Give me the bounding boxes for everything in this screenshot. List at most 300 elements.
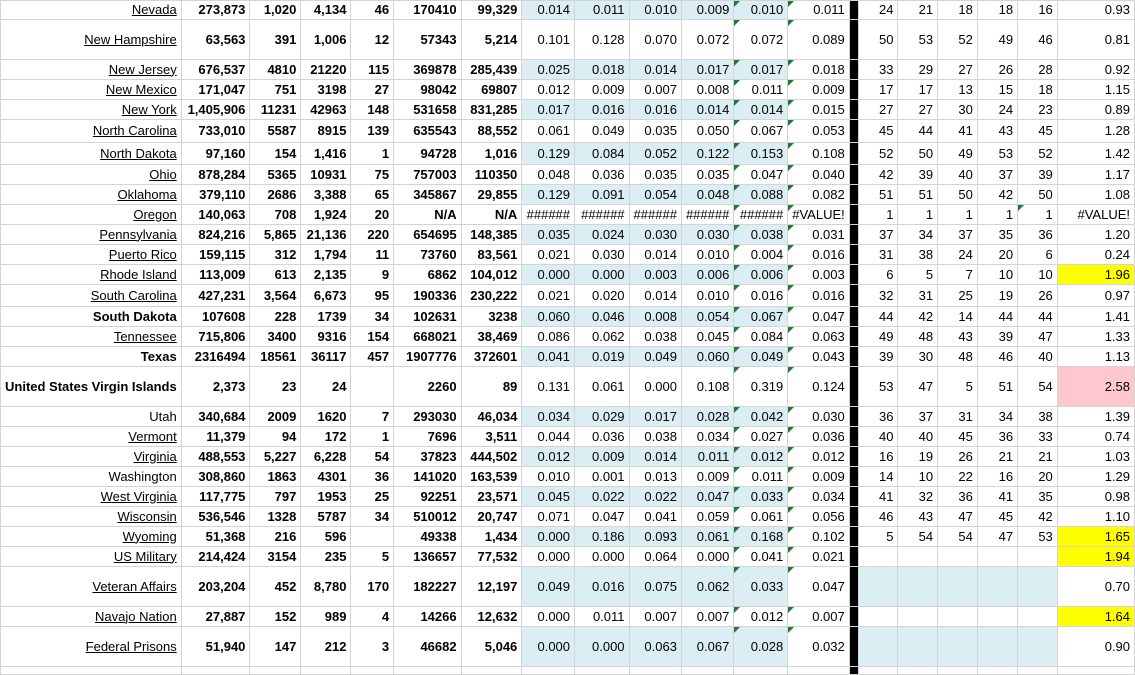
rate-cell[interactable]: 0.019 [575,347,630,367]
state-link[interactable]: Ohio [149,166,177,182]
rate-cell[interactable]: 0.017 [629,407,681,427]
rate-cell[interactable]: 0.064 [629,547,681,567]
value-cell-c[interactable]: 6,673 [301,285,351,307]
value-cell-c[interactable]: 24 [301,367,351,407]
rate-cell[interactable] [734,667,788,675]
value-cell-f[interactable]: 88,552 [461,120,522,143]
value-cell-d[interactable]: 9 [351,265,394,285]
rank-cell[interactable]: 32 [859,285,898,307]
average-rate-cell[interactable]: 0.063 [788,327,850,347]
value-cell-d[interactable]: 7 [351,407,394,427]
value-cell-b[interactable]: 708 [250,205,301,225]
value-cell-d[interactable] [351,667,394,675]
rate-cell[interactable]: 0.007 [681,607,733,627]
rate-cell[interactable]: 0.016 [575,100,630,120]
rank-cell[interactable]: 36 [938,487,978,507]
rank-cell[interactable]: 47 [977,527,1017,547]
rate-cell[interactable]: 0.047 [681,487,733,507]
rank-cell[interactable]: 30 [898,347,938,367]
rank-cell[interactable]: 33 [1018,427,1058,447]
average-rate-cell[interactable]: 0.056 [788,507,850,527]
value-cell-e[interactable]: 654695 [394,225,462,245]
value-cell-a[interactable]: 51,940 [181,627,250,667]
rank-cell[interactable]: 39 [1018,165,1058,185]
value-cell-c[interactable]: 4,134 [301,1,351,20]
state-link[interactable]: Wisconsin [117,508,177,524]
value-cell-c[interactable]: 21220 [301,60,351,80]
state-name-cell[interactable] [1,487,182,507]
ratio-cell[interactable]: 0.93 [1057,1,1134,20]
rank-cell[interactable]: 44 [977,307,1017,327]
rate-cell[interactable]: 0.030 [575,245,630,265]
rank-cell[interactable]: 28 [1018,60,1058,80]
average-rate-cell[interactable]: 0.018 [788,60,850,80]
rank-cell[interactable]: 41 [977,487,1017,507]
value-cell-f[interactable]: 230,222 [461,285,522,307]
value-cell-c[interactable]: 8915 [301,120,351,143]
value-cell-b[interactable]: 216 [250,527,301,547]
value-cell-f[interactable]: 69807 [461,80,522,100]
rank-cell[interactable] [938,627,978,667]
rank-cell[interactable]: 31 [859,245,898,265]
ratio-cell[interactable]: 0.81 [1057,20,1134,60]
average-rate-cell[interactable]: 0.108 [788,143,850,165]
rank-cell[interactable]: 1 [1018,205,1058,225]
rank-cell[interactable]: 27 [938,60,978,80]
rate-cell[interactable]: 0.047 [734,165,788,185]
ratio-cell[interactable]: 1.17 [1057,165,1134,185]
value-cell-f[interactable]: 831,285 [461,100,522,120]
rate-cell[interactable] [522,667,575,675]
rank-cell[interactable] [1018,627,1058,667]
value-cell-d[interactable] [351,527,394,547]
ratio-cell[interactable]: 1.33 [1057,327,1134,347]
rank-cell[interactable]: 10 [1018,265,1058,285]
rank-cell[interactable]: 49 [859,327,898,347]
value-cell-b[interactable]: 2009 [250,407,301,427]
value-cell-e[interactable]: 6862 [394,265,462,285]
value-cell-d[interactable]: 5 [351,547,394,567]
value-cell-d[interactable]: 11 [351,245,394,265]
state-name-cell[interactable] [1,80,182,100]
state-link[interactable]: New Mexico [105,81,177,97]
ratio-cell[interactable]: 1.64 [1057,607,1134,627]
value-cell-d[interactable]: 34 [351,507,394,527]
rate-cell[interactable]: 0.093 [629,527,681,547]
rate-cell[interactable]: 0.086 [522,327,575,347]
rate-cell[interactable]: 0.072 [681,20,733,60]
rate-cell[interactable]: 0.011 [734,467,788,487]
rate-cell[interactable]: 0.027 [734,427,788,447]
state-link[interactable]: Oklahoma [117,186,177,202]
average-rate-cell[interactable]: 0.047 [788,567,850,607]
rank-cell[interactable]: 36 [977,427,1017,447]
rate-cell[interactable]: 0.030 [629,225,681,245]
rate-cell[interactable]: 0.000 [681,547,733,567]
value-cell-d[interactable]: 220 [351,225,394,245]
value-cell-d[interactable]: 95 [351,285,394,307]
rate-cell[interactable]: 0.012 [522,447,575,467]
value-cell-b[interactable]: 5,865 [250,225,301,245]
value-cell-f[interactable]: 20,747 [461,507,522,527]
rate-cell[interactable]: 0.007 [629,607,681,627]
rate-cell[interactable]: 0.021 [522,245,575,265]
value-cell-b[interactable]: 3,564 [250,285,301,307]
rank-cell[interactable]: 21 [898,1,938,20]
rank-cell[interactable]: 54 [1018,367,1058,407]
rank-cell[interactable] [1018,567,1058,607]
rate-cell[interactable]: 0.036 [575,427,630,447]
value-cell-d[interactable]: 154 [351,327,394,347]
rank-cell[interactable]: 34 [977,407,1017,427]
rate-cell[interactable]: 0.047 [575,507,630,527]
value-cell-c[interactable] [301,667,351,675]
value-cell-c[interactable]: 1,794 [301,245,351,265]
rank-cell[interactable]: 39 [977,327,1017,347]
rate-cell[interactable]: 0.042 [734,407,788,427]
rank-cell[interactable] [938,607,978,627]
rate-cell[interactable]: 0.010 [681,245,733,265]
rank-cell[interactable]: 6 [1018,245,1058,265]
rank-cell[interactable]: 54 [898,527,938,547]
rank-cell[interactable]: 42 [1018,507,1058,527]
rate-cell[interactable]: 0.061 [575,367,630,407]
rate-cell[interactable]: 0.036 [575,165,630,185]
rank-cell[interactable]: 50 [938,185,978,205]
state-name-cell[interactable] [1,507,182,527]
value-cell-e[interactable]: 757003 [394,165,462,185]
rank-cell[interactable]: 50 [898,143,938,165]
ratio-cell[interactable]: 1.42 [1057,143,1134,165]
rank-cell[interactable]: 37 [859,225,898,245]
average-rate-cell[interactable]: 0.047 [788,307,850,327]
rate-cell[interactable]: 0.000 [522,627,575,667]
state-name-cell[interactable] [1,627,182,667]
value-cell-f[interactable]: 372601 [461,347,522,367]
value-cell-e[interactable]: 293030 [394,407,462,427]
rank-cell[interactable]: 44 [859,307,898,327]
rate-cell[interactable]: 0.084 [734,327,788,347]
state-name-cell[interactable] [1,60,182,80]
average-rate-cell[interactable]: 0.016 [788,285,850,307]
value-cell-f[interactable]: 163,539 [461,467,522,487]
value-cell-f[interactable]: 148,385 [461,225,522,245]
value-cell-e[interactable]: 98042 [394,80,462,100]
value-cell-d[interactable]: 170 [351,567,394,607]
value-cell-c[interactable]: 989 [301,607,351,627]
ratio-cell[interactable]: 1.13 [1057,347,1134,367]
rate-cell[interactable] [629,667,681,675]
rate-cell[interactable]: 0.062 [681,567,733,607]
rate-cell[interactable]: 0.061 [734,507,788,527]
average-rate-cell[interactable]: 0.021 [788,547,850,567]
value-cell-a[interactable]: 536,546 [181,507,250,527]
value-cell-c[interactable]: 172 [301,427,351,447]
value-cell-d[interactable]: 27 [351,80,394,100]
value-cell-a[interactable]: 2316494 [181,347,250,367]
rate-cell[interactable]: 0.049 [522,567,575,607]
state-name-cell[interactable] [1,367,182,407]
value-cell-a[interactable]: 113,009 [181,265,250,285]
value-cell-c[interactable]: 10931 [301,165,351,185]
rank-cell[interactable]: 26 [1018,285,1058,307]
value-cell-c[interactable]: 36117 [301,347,351,367]
rate-cell[interactable]: ###### [629,205,681,225]
rate-cell[interactable]: 0.131 [522,367,575,407]
rate-cell[interactable]: 0.050 [681,120,733,143]
rate-cell[interactable]: 0.011 [575,1,630,20]
rank-cell[interactable]: 51 [977,367,1017,407]
ratio-cell[interactable]: #VALUE! [1057,205,1134,225]
rate-cell[interactable]: 0.021 [522,285,575,307]
average-rate-cell[interactable]: 0.040 [788,165,850,185]
rate-cell[interactable]: 0.010 [734,1,788,20]
state-name-cell[interactable] [1,427,182,447]
rank-cell[interactable]: 5 [898,265,938,285]
rank-cell[interactable]: 6 [859,265,898,285]
rank-cell[interactable]: 37 [898,407,938,427]
rank-cell[interactable]: 47 [1018,327,1058,347]
rank-cell[interactable]: 18 [977,1,1017,20]
rank-cell[interactable]: 1 [859,205,898,225]
value-cell-a[interactable]: 273,873 [181,1,250,20]
rank-cell[interactable]: 52 [859,143,898,165]
state-link[interactable]: US Military [113,548,177,564]
rank-cell[interactable] [898,547,938,567]
rank-cell[interactable] [859,627,898,667]
value-cell-a[interactable]: 171,047 [181,80,250,100]
value-cell-b[interactable]: 11231 [250,100,301,120]
rate-cell[interactable]: 0.016 [575,567,630,607]
value-cell-e[interactable]: 190336 [394,285,462,307]
value-cell-e[interactable]: 369878 [394,60,462,80]
rank-cell[interactable]: 14 [938,307,978,327]
state-link[interactable]: Federal Prisons [85,638,177,654]
rate-cell[interactable]: 0.009 [681,467,733,487]
value-cell-e[interactable]: 73760 [394,245,462,265]
value-cell-b[interactable]: 1863 [250,467,301,487]
value-cell-b[interactable]: 5,227 [250,447,301,467]
rank-cell[interactable] [977,547,1017,567]
value-cell-d[interactable]: 4 [351,607,394,627]
rank-cell[interactable]: 16 [1018,1,1058,20]
value-cell-c[interactable]: 3198 [301,80,351,100]
rate-cell[interactable] [681,667,733,675]
state-link[interactable]: Rhode Island [100,266,177,282]
rank-cell[interactable]: 51 [898,185,938,205]
value-cell-b[interactable]: 3400 [250,327,301,347]
average-rate-cell[interactable]: 0.034 [788,487,850,507]
state-link[interactable]: West Virginia [100,488,177,504]
state-name-cell[interactable] [1,225,182,245]
value-cell-d[interactable]: 36 [351,467,394,487]
state-name-cell[interactable] [1,205,182,225]
state-link[interactable]: South Carolina [90,287,177,303]
value-cell-c[interactable]: 1,416 [301,143,351,165]
rank-cell[interactable]: 1 [938,205,978,225]
rank-cell[interactable]: 38 [898,245,938,265]
rate-cell[interactable] [575,667,630,675]
rank-cell[interactable]: 45 [859,120,898,143]
rate-cell[interactable]: 0.048 [681,185,733,205]
ratio-cell[interactable]: 1.65 [1057,527,1134,547]
value-cell-f[interactable]: 3,511 [461,427,522,447]
value-cell-c[interactable]: 4301 [301,467,351,487]
rank-cell[interactable]: 38 [1018,407,1058,427]
rate-cell[interactable]: 0.029 [575,407,630,427]
rank-cell[interactable]: 45 [1018,120,1058,143]
state-name-cell[interactable] [1,407,182,427]
state-name-cell[interactable] [1,667,182,675]
rate-cell[interactable]: ###### [575,205,630,225]
ratio-cell[interactable]: 1.29 [1057,467,1134,487]
state-name-cell[interactable] [1,447,182,467]
rate-cell[interactable]: 0.014 [522,1,575,20]
rank-cell[interactable]: 29 [898,60,938,80]
rank-cell[interactable] [898,627,938,667]
rank-cell[interactable]: 41 [859,487,898,507]
rank-cell[interactable]: 44 [1018,307,1058,327]
rate-cell[interactable]: 0.049 [629,347,681,367]
value-cell-f[interactable]: 110350 [461,165,522,185]
rank-cell[interactable]: 24 [977,100,1017,120]
value-cell-e[interactable]: 7696 [394,427,462,447]
rank-cell[interactable] [859,567,898,607]
rate-cell[interactable]: 0.319 [734,367,788,407]
rate-cell[interactable]: ###### [734,205,788,225]
rate-cell[interactable]: 0.024 [575,225,630,245]
value-cell-c[interactable]: 8,780 [301,567,351,607]
rate-cell[interactable]: 0.088 [734,185,788,205]
rate-cell[interactable]: 0.045 [681,327,733,347]
value-cell-b[interactable]: 797 [250,487,301,507]
ratio-cell[interactable] [1057,667,1134,675]
rate-cell[interactable]: 0.041 [734,547,788,567]
average-rate-cell[interactable]: 0.043 [788,347,850,367]
state-name-cell[interactable] [1,527,182,547]
state-name-cell[interactable] [1,185,182,205]
state-link[interactable]: Tennessee [113,328,177,344]
value-cell-b[interactable]: 4810 [250,60,301,80]
rank-cell[interactable]: 45 [977,507,1017,527]
state-name-cell[interactable] [1,100,182,120]
ratio-cell[interactable]: 1.08 [1057,185,1134,205]
value-cell-d[interactable]: 12 [351,20,394,60]
value-cell-c[interactable]: 21,136 [301,225,351,245]
rate-cell[interactable]: 0.108 [681,367,733,407]
state-name-cell[interactable] [1,307,182,327]
rank-cell[interactable]: 16 [977,467,1017,487]
state-link[interactable]: New Hampshire [84,31,177,47]
value-cell-c[interactable]: 1,924 [301,205,351,225]
rank-cell[interactable]: 49 [977,20,1017,60]
ratio-cell[interactable]: 1.94 [1057,547,1134,567]
rate-cell[interactable]: 0.084 [575,143,630,165]
rank-cell[interactable]: 26 [938,447,978,467]
rank-cell[interactable]: 50 [1018,185,1058,205]
rank-cell[interactable]: 48 [938,347,978,367]
rank-cell[interactable]: 33 [859,60,898,80]
value-cell-e[interactable]: 37823 [394,447,462,467]
value-cell-a[interactable]: 379,110 [181,185,250,205]
rank-cell[interactable]: 20 [1018,467,1058,487]
rank-cell[interactable]: 31 [938,407,978,427]
rate-cell[interactable]: 0.067 [734,307,788,327]
value-cell-c[interactable]: 9316 [301,327,351,347]
rank-cell[interactable] [938,567,978,607]
rate-cell[interactable]: 0.022 [629,487,681,507]
rank-cell[interactable]: 10 [977,265,1017,285]
average-rate-cell[interactable]: 0.009 [788,80,850,100]
rate-cell[interactable]: 0.052 [629,143,681,165]
rank-cell[interactable]: 26 [977,60,1017,80]
rank-cell[interactable] [859,607,898,627]
rank-cell[interactable]: 21 [1018,447,1058,467]
rate-cell[interactable]: 0.101 [522,20,575,60]
rate-cell[interactable]: 0.017 [681,60,733,80]
rank-cell[interactable]: 40 [898,427,938,447]
average-rate-cell[interactable]: 0.053 [788,120,850,143]
rank-cell[interactable]: 47 [898,367,938,407]
value-cell-e[interactable]: 1907776 [394,347,462,367]
value-cell-a[interactable]: 878,284 [181,165,250,185]
rank-cell[interactable]: 24 [859,1,898,20]
rate-cell[interactable]: 0.153 [734,143,788,165]
state-link[interactable]: New York [121,101,177,117]
state-link[interactable]: Navajo Nation [95,608,177,624]
rate-cell[interactable]: 0.012 [522,80,575,100]
rate-cell[interactable]: 0.122 [681,143,733,165]
rate-cell[interactable]: 0.028 [734,627,788,667]
average-rate-cell[interactable]: 0.015 [788,100,850,120]
rank-cell[interactable]: 23 [1018,100,1058,120]
rank-cell[interactable] [938,667,978,675]
rate-cell[interactable]: 0.000 [522,607,575,627]
rate-cell[interactable]: ###### [681,205,733,225]
value-cell-f[interactable]: 89 [461,367,522,407]
rank-cell[interactable]: 41 [938,120,978,143]
value-cell-e[interactable]: 2260 [394,367,462,407]
value-cell-a[interactable]: 824,216 [181,225,250,245]
value-cell-e[interactable]: 94728 [394,143,462,165]
rank-cell[interactable]: 20 [977,245,1017,265]
value-cell-d[interactable]: 148 [351,100,394,120]
rate-cell[interactable]: 0.018 [575,60,630,80]
rate-cell[interactable]: 0.033 [734,487,788,507]
rank-cell[interactable]: 40 [938,165,978,185]
rate-cell[interactable]: 0.071 [522,507,575,527]
rank-cell[interactable]: 46 [1018,20,1058,60]
rate-cell[interactable]: 0.035 [681,165,733,185]
rank-cell[interactable] [977,667,1017,675]
value-cell-f[interactable]: 285,439 [461,60,522,80]
rate-cell[interactable]: 0.048 [522,165,575,185]
rank-cell[interactable]: 48 [898,327,938,347]
rate-cell[interactable]: 0.033 [734,567,788,607]
rate-cell[interactable]: 0.067 [734,120,788,143]
rank-cell[interactable]: 22 [938,467,978,487]
value-cell-f[interactable]: 1,016 [461,143,522,165]
rank-cell[interactable]: 15 [977,80,1017,100]
value-cell-b[interactable]: 18561 [250,347,301,367]
rate-cell[interactable]: 0.061 [522,120,575,143]
value-cell-c[interactable]: 235 [301,547,351,567]
value-cell-d[interactable]: 46 [351,1,394,20]
value-cell-b[interactable]: 147 [250,627,301,667]
rank-cell[interactable]: 39 [859,347,898,367]
average-rate-cell[interactable]: 0.124 [788,367,850,407]
rank-cell[interactable]: 10 [898,467,938,487]
